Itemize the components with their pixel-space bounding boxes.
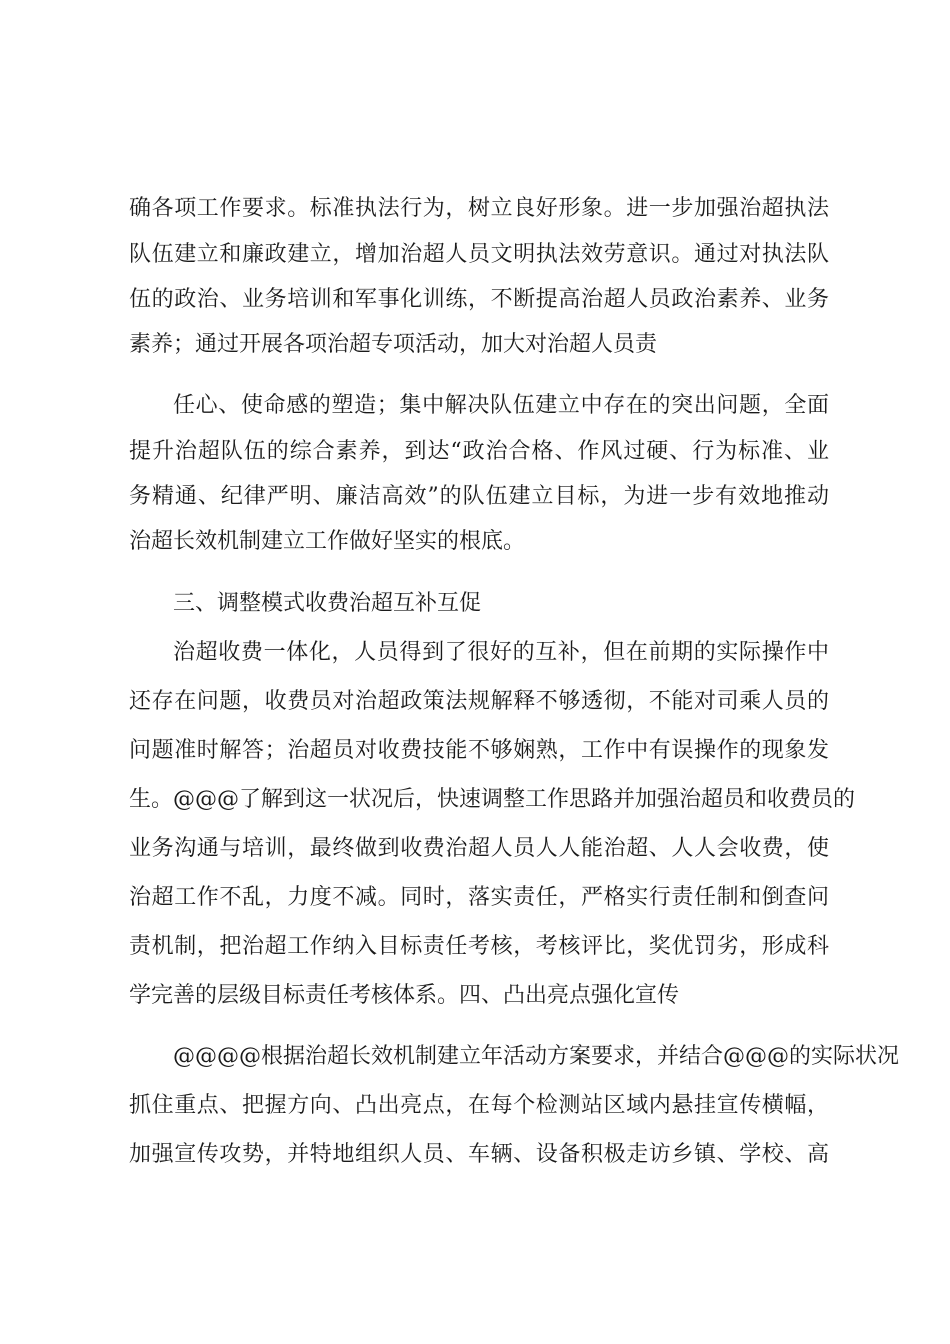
- text-line: 治超工作不乱，力度不减。同时，落实责任，严格实行责任制和倒查问: [129, 885, 829, 910]
- text-line: 务精通、纪律严明、廉洁高效”的队伍建立目标，为进一步有效地推动: [129, 484, 829, 509]
- text-line: 三、调整模式收费治超互补互促: [173, 591, 482, 616]
- text-line: 素养；通过开展各项治超专项活动，加大对治超人员责: [129, 332, 658, 357]
- text-line: 问题准时解答；治超员对收费技能不够娴熟，工作中有误操作的现象发: [129, 738, 829, 763]
- text-line: 提升治超队伍的综合素养，到达“政治合格、作风过硬、行为标准、业: [129, 439, 829, 464]
- text-line: 伍的政治、业务培训和军事化训练，不断提高治超人员政治素养、业务: [129, 287, 829, 312]
- text-line: 任心、使命感的塑造；集中解决队伍建立中存在的突出问题，全面: [173, 393, 829, 418]
- text-line: 确各项工作要求。标准执法行为，树立良好形象。进一步加强治超执法: [129, 196, 829, 221]
- text-line: 学完善的层级目标责任考核体系。四、凸出亮点强化宣传: [129, 983, 680, 1008]
- text-line: 治超长效机制建立工作做好坚实的根底。: [129, 529, 526, 554]
- text-line: 抓住重点、把握方向、凸出亮点，在每个检测站区域内悬挂宣传横幅，: [129, 1093, 829, 1118]
- text-line: 业务沟通与培训，最终做到收费治超人员人人能治超、人人会收费，使: [129, 836, 829, 861]
- text-line: 生。@@@了解到这一状况后，快速调整工作思路并加强治超员和收费员的: [129, 787, 856, 812]
- text-line: 治超收费一体化，人员得到了很好的互补，但在前期的实际操作中: [173, 640, 829, 665]
- text-line: 责机制，把治超工作纳入目标责任考核，考核评比，奖优罚劣，形成科: [129, 934, 829, 959]
- text-line: 加强宣传攻势，并特地组织人员、车辆、设备积极走访乡镇、学校、高: [129, 1142, 829, 1167]
- text-line: @@@@根据治超长效机制建立年活动方案要求，并结合@@@的实际状况: [173, 1044, 900, 1069]
- text-line: 队伍建立和廉政建立，增加治超人员文明执法效劳意识。通过对执法队: [129, 242, 829, 267]
- text-line: 还存在问题，收费员对治超政策法规解释不够透彻，不能对司乘人员的: [129, 689, 829, 714]
